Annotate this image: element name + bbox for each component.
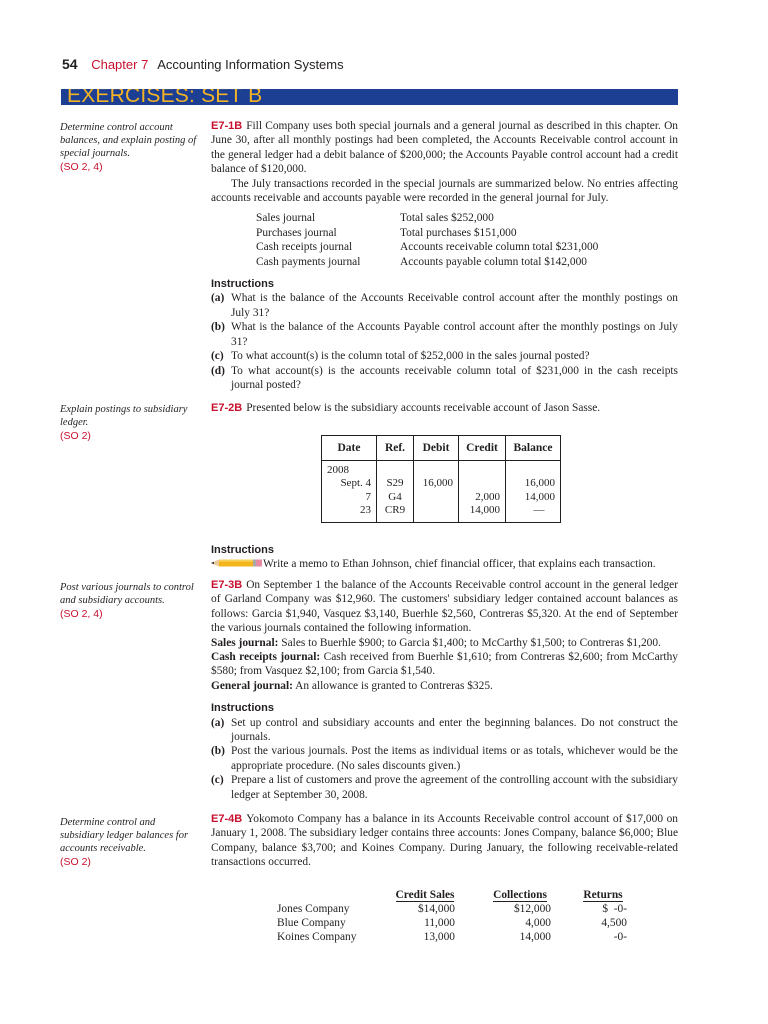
table-header-row [277,888,631,902]
instruction-item [211,349,678,363]
instruction-label: (b) [211,321,225,334]
exercise-id: E7-3B [211,579,243,591]
table-row [277,916,631,930]
exercise-id: E7-2B [211,402,243,414]
page-number: 54 [62,56,78,72]
journal-summary-row [256,255,678,269]
exercise-paragraph: On September 1 the balance of the Accounts Receivable control account in the general ledger of Garland Company was $12,960. The customers' subsidiary ledger contained account balances as follows: Garcia $1,940, Vasquez $3,140, Buerhle $2,560, Contreras $5,320. At the end of September the various journals contained the following information. [211,579,678,635]
margin-note-e74b [60,816,200,869]
study-objective-ref: (SO 2, 4) [60,161,103,173]
journal-name: Sales journal [256,212,316,225]
instruction-item [211,744,678,773]
running-header [62,56,344,72]
company-name: Koines Company [277,931,357,943]
ledger-debit-cell [414,461,459,523]
instruction-label: (a) [211,716,225,729]
journal-summary-row [256,226,678,240]
instruction-label: (b) [211,745,225,758]
margin-note-text: Determine control account balances, and explain posting of special journals. [60,122,197,159]
instruction-label: (a) [211,292,225,305]
journal-total: Total sales $252,000 [400,212,494,225]
ledger-header-debit: Debit [414,436,459,461]
instruction-item [211,364,678,393]
instructions-list [211,291,678,392]
journal-total: Total purchases $151,000 [400,226,517,239]
chapter-label: Chapter 7 [91,57,149,72]
instructions-list [211,716,678,802]
margin-note-text: Determine control and subsidiary ledger balances for accounts receivable. [60,817,189,854]
general-journal-label: General journal: [211,679,293,692]
instructions-heading: Instructions [211,702,274,715]
credit-sales-value: 11,000 [424,917,455,929]
instruction-text: What is the balance of the Accounts Payable control account after the monthly postings on July 31? [231,321,678,348]
table-row [277,902,631,916]
instruction-label: (c) [211,350,224,363]
journal-name: Purchases journal [256,226,337,239]
sales-journal-text: Sales to Buerhle $900; to Garcia $1,400; to McCarthy $1,500; to Contreras $1,200. [281,636,661,649]
chapter-title: Accounting Information Systems [157,57,344,72]
ledger-balance: 16,000 [524,477,555,490]
instruction-item [211,716,678,745]
returns-value: -0- [613,931,627,943]
margin-note-e71b [60,121,200,174]
journal-summary-list [256,211,678,269]
exercise-id: E7-1B [211,120,243,132]
subsidiary-ledger-table [321,435,561,523]
company-name: Blue Company [277,917,346,929]
company-name: Jones Company [277,903,350,915]
collections-value: $12,000 [513,903,551,915]
exercise-paragraph: Fill Company uses both special journals and a general journal as described in this chapter. On June 30, after all monthly postings had been completed, the Accounts Receivable control account in the general ledger had a debit balance of $200,000; the Accounts Payable control account had a credit balance of $120,000. [211,120,678,176]
ledger-debit: 16,000 [422,477,453,490]
pencil-icon [211,558,263,572]
instruction-item [211,291,678,320]
ledger-date: Sept. 4 [340,477,371,490]
receivable-transactions-table [277,888,631,944]
instruction-item [211,320,678,349]
instruction-text: What is the balance of the Accounts Receivable control account after the monthly postings on July 31? [231,292,678,319]
instructions-heading: Instructions [211,278,274,291]
journal-name: Cash payments journal [256,255,361,268]
margin-note-text: Post various journals to control and subsidiary accounts. [60,582,194,606]
journal-total: Accounts receivable column total $231,000 [400,241,599,254]
journal-total: Accounts payable column total $142,000 [400,255,587,268]
table-row [277,930,631,944]
exercise-e72b-instructions [211,543,678,572]
exercise-paragraph: Yokomoto Company has a balance in its Accounts Receivable control account of $17,000 on January 1, 2008. The subsidiary ledger contains three accounts: Jones Company, balance $6,000; Blue Company, balance $3,700; and Koines Company. During January, the following receivable-related transactions occurred. [211,813,678,869]
ledger-date-cell [322,461,377,523]
ledger-credit: 2,000 [475,490,500,503]
sales-journal-label: Sales journal: [211,636,279,649]
header-returns: Returns [583,889,623,901]
exercise-id: E7-4B [211,813,243,825]
section-banner-title: EXERCISES: SET B [67,89,263,105]
journal-summary-row [256,211,678,225]
ledger-year: 2008 [327,464,349,476]
ledger-ref-cell [377,461,414,523]
credit-sales-value: 13,000 [423,931,455,943]
cash-receipts-label: Cash receipts journal: [211,651,321,664]
journal-name: Cash receipts journal [256,241,353,254]
study-objective-ref: (SO 2, 4) [60,608,103,620]
header-collections: Collections [493,889,547,901]
instructions-text: Write a memo to Ethan Johnson, chief financial officer, that explains each transaction. [263,558,656,571]
instruction-text: Post the various journals. Post the items as individual items or as totals, whichever would be the appropriate procedure. (No sales discounts given.) [231,745,678,772]
ledger-balance: 14,000 [524,490,555,503]
ledger-ref: CR9 [384,504,406,517]
collections-value: 4,000 [525,917,551,929]
instruction-label: (c) [211,774,224,787]
ledger-balance: — [533,504,545,517]
exercise-e74b [211,812,678,870]
margin-note-text: Explain postings to subsidiary ledger. [60,404,188,428]
ledger-date: 23 [360,504,371,517]
section-banner [61,89,678,105]
table-body [277,902,631,944]
returns-value: 4,500 [601,917,627,929]
instruction-label: (d) [211,364,225,377]
cash-receipts-text: Cash received from Buerhle $1,610; from Contreras $2,600; from McCarthy $580; from Vasquez $2,100; from Garcia $1,540. [211,651,678,678]
credit-sales-value: $14,000 [417,903,455,915]
returns-value: $ -0- [602,903,627,915]
exercise-paragraph: Presented below is the subsidiary accounts receivable account of Jason Sasse. [246,402,601,414]
collections-value: 14,000 [519,931,551,943]
instruction-text: Prepare a list of customers and prove the agreement of the controlling account with the subsidiary ledger at September 30, 2008. [231,774,678,801]
study-objective-ref: (SO 2) [60,430,91,442]
instruction-text: Set up control and subsidiary accounts and enter the beginning balances. Do not construct the journals. [231,716,678,744]
ledger-ref: S29 [386,477,404,490]
ledger-header-balance: Balance [506,436,561,461]
journal-summary-row [256,240,678,254]
instructions-heading: Instructions [211,544,274,556]
instruction-text: To what account(s) is the column total of $252,000 in the sales journal posted? [231,350,590,363]
instruction-item [211,773,678,802]
header-credit-sales: Credit Sales [395,889,455,901]
margin-note-e73b [60,581,200,621]
ledger-header-credit: Credit [459,436,506,461]
exercise-e72b [211,401,678,415]
ledger-header-date: Date [322,436,377,461]
ledger-ref: G4 [388,490,402,503]
general-journal-text: An allowance is granted to Contreras $325. [295,679,493,692]
study-objective-ref: (SO 2) [60,856,91,868]
margin-note-e72b [60,403,200,443]
instruction-text: To what account(s) is the accounts receivable column total of $231,000 in the cash receipts journal posted? [231,364,678,391]
ledger-header-ref: Ref. [377,436,414,461]
exercise-e71b [211,119,678,392]
ledger-credit: 14,000 [469,504,500,517]
exercise-e73b [211,578,678,802]
ledger-date: 7 [365,490,371,503]
exercise-paragraph: The July transactions recorded in the special journals are summarized below. No entries affecting accounts receivable and accounts payable were recorded in the general journal for July. [211,177,678,205]
ledger-credit-cell [459,461,506,523]
ledger-balance-cell [506,461,561,523]
